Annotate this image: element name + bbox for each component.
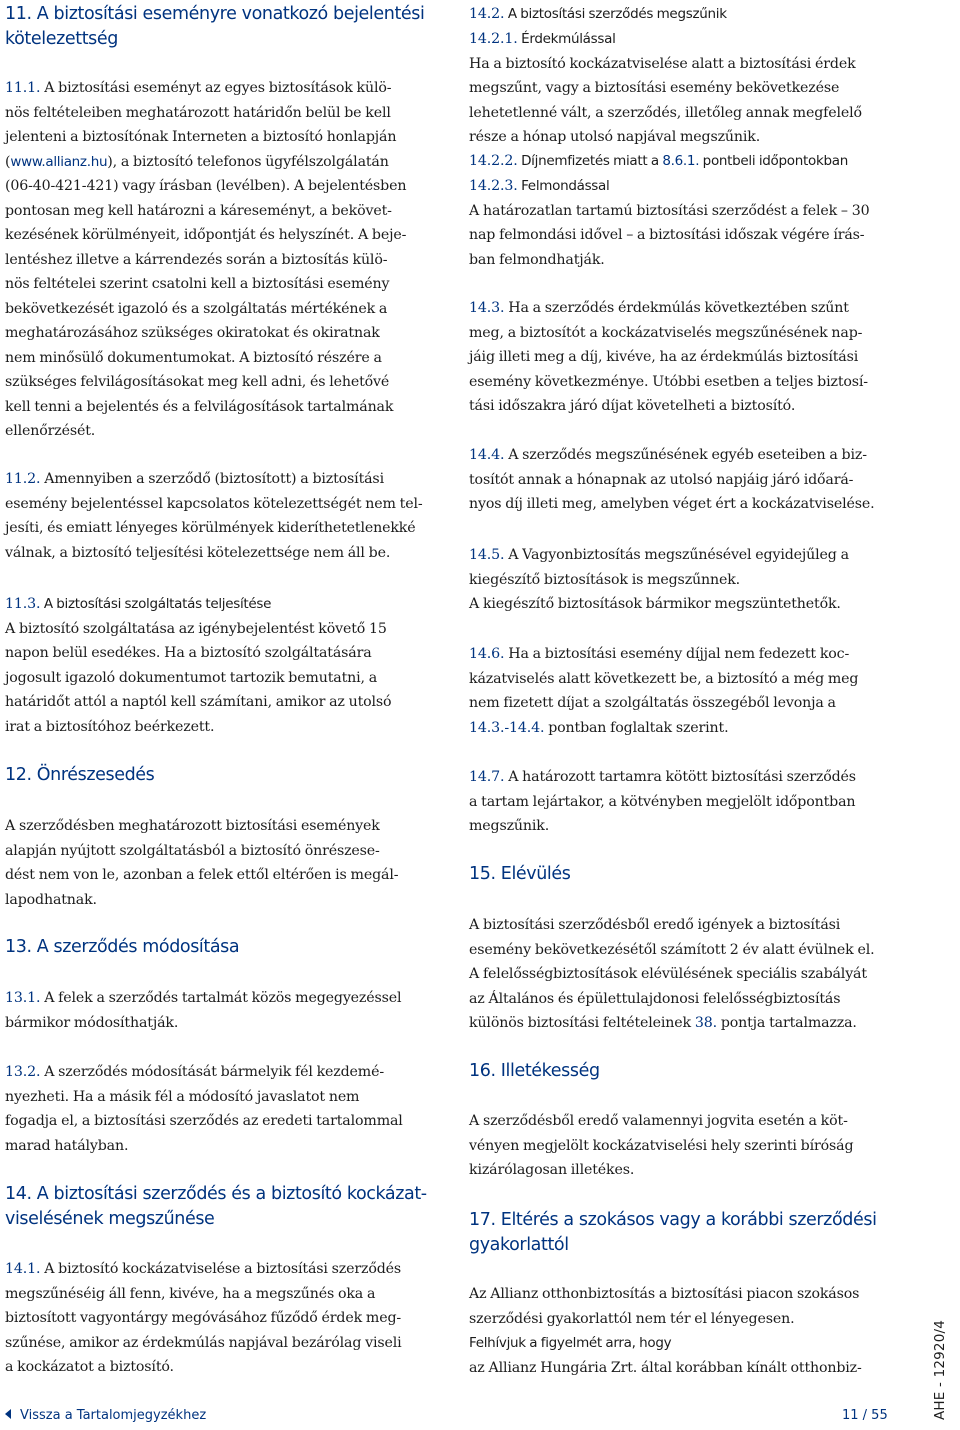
paragraph-11-2: 11.2. Amennyiben a szerződő (biztosított) a biztosítási esemény bejelentéssel kapcsolatos kötelezettségét nem tel- jesíti, és emiatt lényeges körülmények kideríthetetlenekké válnak, a biztosító teljesítési kötelezettsége nem áll be. xyxy=(5,471,423,561)
paragraph-11-1: 11.1. A biztosítási eseményt az egyes biztosítások külö- nös feltételeiben meghatározott határidőn belül be kell jelenteni a biztosítónak Interneten a biztosító honlapján (www.allianz.hu), a biztosító telefonos ügyfélszolgálatán (06-40-421-421) vagy írásban (levélben). A bejelentésben pontosan meg kell határozni a káreseményt, a bekövet- kezésének körülményeit, időpontját és helyszínét. A beje- lentéshez illetve a kárrendezés során a biztosítás külö- nös feltételei szerint csatolni kell a biztosítási esemény bekövetkezését igazoló és a szolgáltatás mértékének a meghatározásához szükséges okiratokat és okiratnak nem minősülő dokumentumokat. A biztosító részére a szükséges felvilágosításokat meg kell adni, és lehetővé kell tenni a bejelentés és a felvilágosítások tartalmának ellenőrzését. xyxy=(5,80,407,439)
clause-number: 14.2.1. xyxy=(469,31,518,47)
section-heading-line: kötelezettség xyxy=(5,28,118,49)
paragraph-14-2-3: 14.2.3. Felmondással A határozatlan tartamú biztosítási szerződést a felek – 30 nap felmondási idővel – a biztosítási időszak végére írás- ban felmondhatják. xyxy=(469,178,870,268)
clause-number: 11.3. xyxy=(5,596,41,612)
section-17-heading xyxy=(469,1208,915,1257)
clause-number: 14.1. xyxy=(5,1261,41,1277)
triangle-left-icon xyxy=(5,1409,11,1419)
paragraph-16: A szerződésből eredő valamennyi jogvita esetén a köt- vényen megjelölt kockázatviselési hely szerinti bíróság kizárólagosan illetékes. xyxy=(469,1113,854,1178)
section-16-heading: 16. Illetékesség xyxy=(469,1061,600,1081)
clause-number: 11.1. xyxy=(5,80,41,96)
clause-title: Felmondással xyxy=(517,178,610,194)
back-to-toc-label: Vissza a Tartalomjegyzékhez xyxy=(20,1408,207,1423)
paragraph-13-2: 13.2. A szerződés módosítását bármelyik fél kezdemé- nyezheti. Ha a másik fél a módosító javaslatot nem fogadja el, a biztosítási szerződés az eredeti tartalommal marad hatályban. xyxy=(5,1064,403,1154)
clause-number: 13.2. xyxy=(5,1064,41,1080)
clause-number: 14.3. xyxy=(469,300,505,316)
clause-title: A biztosítási szolgáltatás teljesítése xyxy=(40,596,272,612)
paragraph-14-7: 14.7. A határozott tartamra kötött biztosítási szerződés a tartam lejártakor, a kötvényben megjelölt időpontban megszűnik. xyxy=(469,769,856,834)
clause-number: 14.5. xyxy=(469,547,505,563)
paragraph-14-6: 14.6. Ha a biztosítási esemény díjjal nem fedezett koc- kázatviselés alatt következett be, a biztosító a még meg nem fizetett díjat a szolgáltatás összegéből levonja a 14.3.-14.4. pontban foglaltak szerint. xyxy=(469,646,859,736)
clause-title: Érdekmúlással xyxy=(517,31,616,47)
section-11-heading xyxy=(5,2,431,51)
back-to-toc-link[interactable] xyxy=(5,1408,206,1423)
paragraph-13-1: 13.1. A felek a szerződés tartalmát közös megegyezéssel bármikor módosíthatják. xyxy=(5,990,402,1031)
allianz-website-link[interactable]: www.allianz.hu xyxy=(10,153,108,170)
section-heading-line: viselésének megszűnése xyxy=(5,1208,215,1229)
section-heading-line: 14. A biztosítási szerződés és a biztosító kockázat- xyxy=(5,1184,427,1204)
clause-number: 14.6. xyxy=(469,646,505,662)
paragraph-14-4: 14.4. A szerződés megszűnésének egyéb eseteiben a biz- tosítót annak a hónapnak az utolsó napjáig járó időará- nyos díj illeti meg, amelyben véget ért a kockázatviselése. xyxy=(469,447,875,512)
paragraph-11-3: 11.3. A biztosítási szolgáltatás teljesítése A biztosító szolgáltatása az igénybejelentést követő 15 napon belül esedékes. Ha a biztosító szolgáltatására jogosult igazoló dokumentumot tartozik bemutatni, a határidőt attól a naptól kell számítani, amikor az utolsó irat a biztosítóhoz beérkezett. xyxy=(5,596,392,735)
section-12-heading: 12. Önrészesedés xyxy=(5,765,155,785)
cross-reference-link[interactable]: 14.3.-14.4. xyxy=(469,719,545,736)
paragraph-17: Az Allianz otthonbiztosítás a biztosítási piacon szokásos szerződési gyakorlattól nem tér el lényegesen. Felhívjuk a figyelmét arra, hogy az Allianz Hungária Zrt. által korábban kínált otthonbiz- xyxy=(469,1286,862,1376)
clause-number: 13.1. xyxy=(5,990,41,1006)
emphasis-text: Felhívjuk a figyelmét arra, hogy xyxy=(469,1335,672,1351)
paragraph-14-5: 14.5. A Vagyonbiztosítás megszűnésével egyidejűleg a kiegészítő biztosítások is megszűnnek. A kiegészítő biztosítások bármikor megszüntethetők. xyxy=(469,547,849,612)
paragraph-14-2 xyxy=(469,2,915,27)
section-15-heading: 15. Elévülés xyxy=(469,864,571,884)
clause-number: 11.2. xyxy=(5,471,41,487)
section-heading-line: 17. Eltérés a szokásos vagy a korábbi szerződési xyxy=(469,1210,877,1230)
section-heading-line: gyakorlattól xyxy=(469,1234,569,1255)
section-heading-line: 11. A biztosítási eseményre vonatkozó bejelentési xyxy=(5,4,425,24)
section-13-heading: 13. A szerződés módosítása xyxy=(5,937,240,957)
paragraph-12: A szerződésben meghatározott biztosítási események alapján nyújtott szolgáltatásból a biztosító önrészese- dést nem von le, azonban a felek ettől eltérően is megál- lapodhatnak. xyxy=(5,818,399,908)
cross-reference-link[interactable]: 38. xyxy=(694,1015,717,1031)
document-code: AHE - 12920/4 xyxy=(932,1319,948,1420)
clause-number: 14.7. xyxy=(469,769,505,785)
paragraph-14-1: 14.1. A biztosító kockázatviselése a biztosítási szerződés megszűnéséig áll fenn, kivéve, ha a megszűnés oka a biztosított vagyontárgy megóvásához fűződő érdek meg- szűnése, amikor az érdekmúlás napjával bezárólag viseli a kockázatot a biztosító. xyxy=(5,1261,402,1375)
paragraph-15: A biztosítási szerződésből eredő igények a biztosítási esemény bekövetkezésétől számított 2 év alatt évülnek el. A felelősségbiztosítások elévülésének speciális szabályát az Általános és épülettulajdonosi felelősségbiztosítás különös biztosítási feltételeinek 38. pontja tartalmazza. xyxy=(469,917,875,1031)
clause-number: 14.2.2. xyxy=(469,153,518,169)
clause-number: 14.2.3. xyxy=(469,178,518,194)
paragraph-14-2-2: 14.2.2. Díjnemfizetés miatt a 8.6.1. pontbeli időpontokban xyxy=(469,153,848,169)
clause-number: 14.4. xyxy=(469,447,505,463)
paragraph-14-2-1: 14.2.1. Érdekmúlással Ha a biztosító kockázatviselése alatt a biztosítási érdek megszűnt, vagy a biztosítási esemény bekövetkezése lehetetlenné vált, a szerződés, illetőleg annak megfelelő része a hónap utolsó napjával megszűnik. xyxy=(469,31,862,145)
clause-title: A biztosítási szerződés megszűnik xyxy=(504,6,727,22)
cross-reference-link[interactable]: 8.6.1. xyxy=(662,153,700,169)
page-number: 11 / 55 xyxy=(842,1408,888,1423)
paragraph-14-3: 14.3. Ha a szerződés érdekmúlás következtében szűnt meg, a biztosítót a kockázatviselés megszűnésének nap- jáig illeti meg a díj, kivéve, ha az érdekmúlás biztosítási esemény következménye. Utóbbi esetben a teljes biztosí- tási időszakra járó díjat követelheti a biztosító. xyxy=(469,300,868,414)
clause-number: 14.2. xyxy=(469,6,505,22)
section-14-heading xyxy=(5,1182,431,1231)
